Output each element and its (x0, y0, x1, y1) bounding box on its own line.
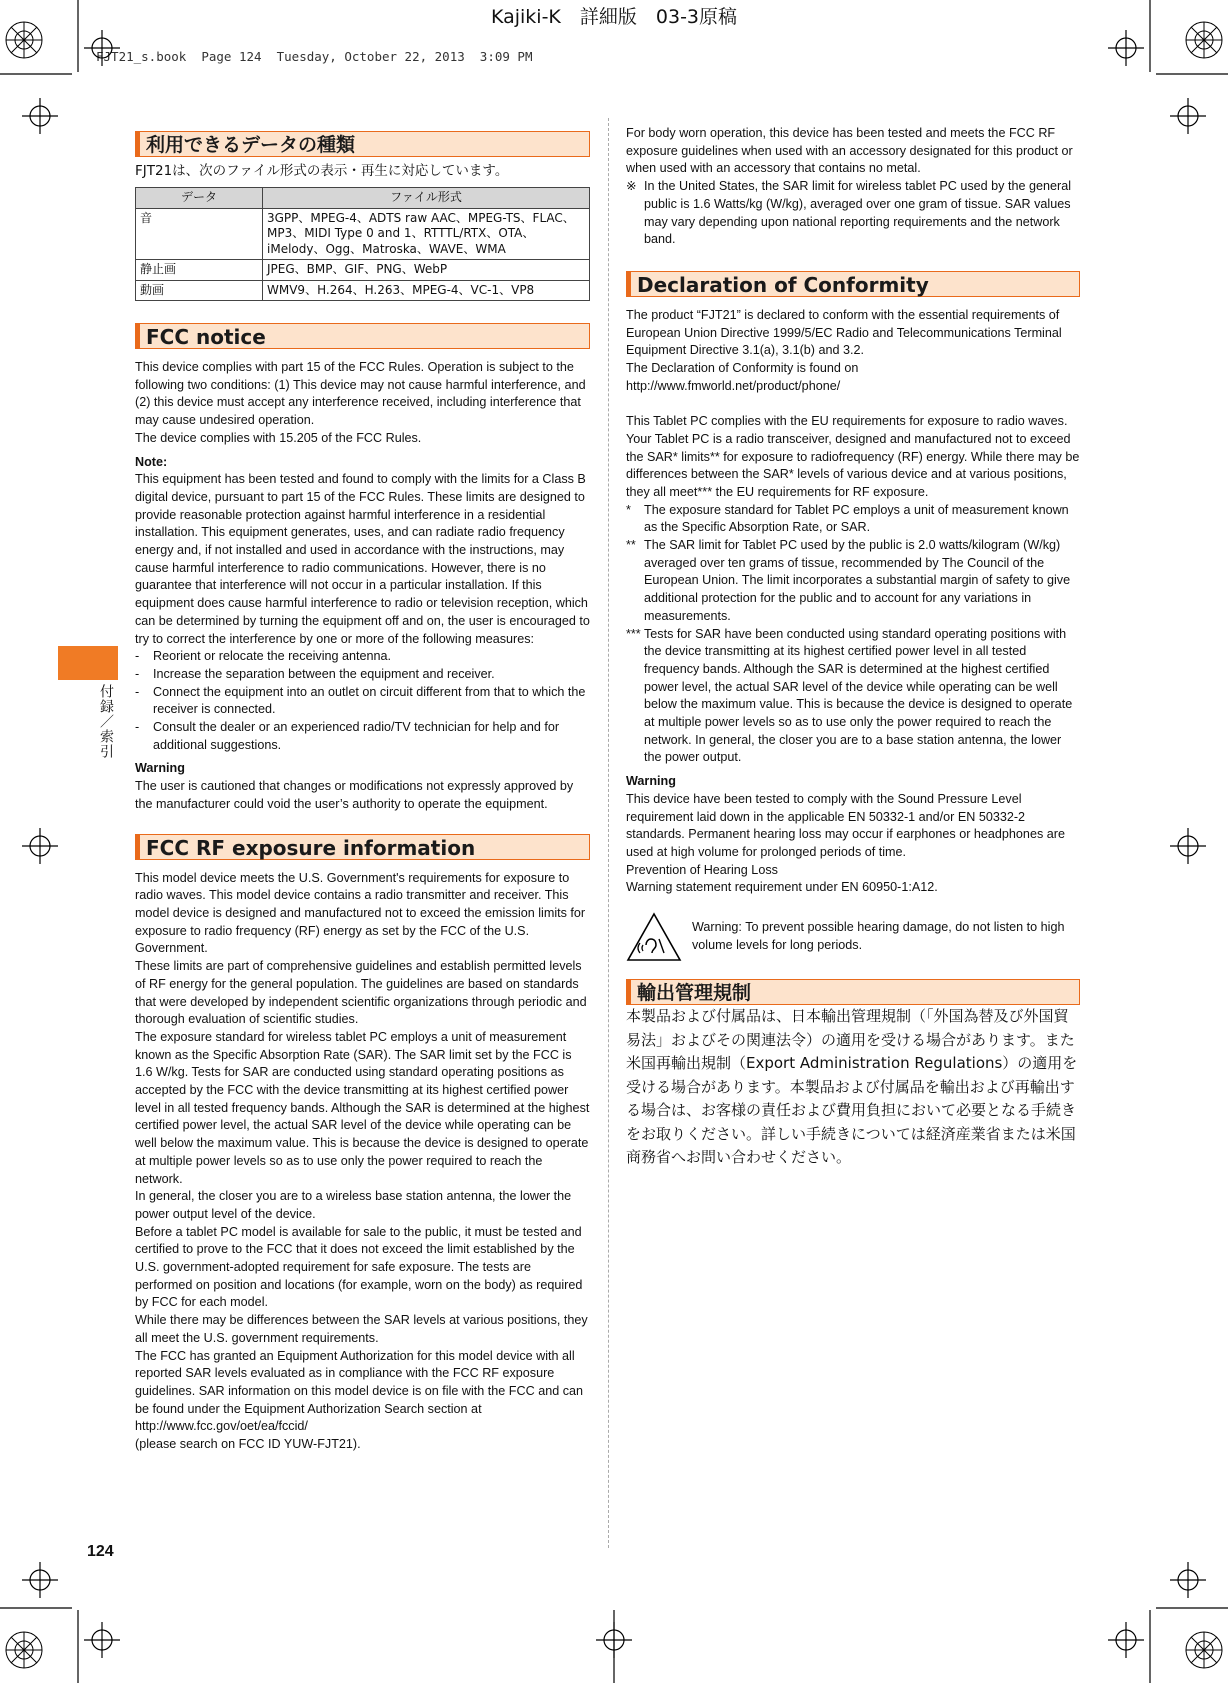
footnote-marker: * (626, 502, 631, 517)
paragraph: This device complies with part 15 of the FCC Rules. Operation is subject to the following two conditions: (1) This device may not cause harmful interference, and (2) this device must accept any interference received, including interference that may cause undesired operation. (135, 360, 586, 428)
export-body: 本製品および付属品は、日本輸出管理規制（「外国為替及び外国貿易法」およびその関連法令）の適用を受ける場合があります。また米国再輸出規制（Export Administration Regulations）の適用を受ける場合があります。本製品および付属品を輸出および再輸出する場合は、お客様の責任および費用負担において必要となる手続きをお取りください。詳しい手続きについては経済産業省または米国商務省へお問い合わせください。 (626, 1007, 1078, 1167)
list-item-text: Consult the dealer or an experienced radio/TV technician for help and for additional suggestions. (153, 720, 560, 752)
left-column (135, 131, 590, 1454)
list-marker: - (135, 684, 140, 699)
table-header-data: データ (136, 188, 263, 209)
note-title: Note: (135, 454, 168, 469)
paragraph: The device complies with 15.205 of the FCC Rules. (135, 430, 422, 445)
footnote-text: The SAR limit for Tablet PC used by the public is 2.0 watts/kilogram (W/kg) averaged over ten grams of tissue, recommended by The Council of the European Union. The limit incorporates a substantial margin of safety to give additional protection for the public and to account for any variations in measurements. (644, 538, 1071, 623)
list-marker: - (135, 720, 140, 735)
chapter-tab (58, 646, 118, 680)
paragraph: These limits are part of comprehensive guidelines and establish permitted levels of RF energy for the general population. The guidelines are based on standards that were developed by independent scientific organizations through periodic and thorough evaluation of scientific studies. (135, 959, 587, 1027)
table-row (136, 280, 590, 301)
table-row (136, 260, 590, 281)
data-types-intro: FJT21は、次のファイル形式の表示・再生に対応しています。 (135, 163, 509, 179)
note-marker: ※ (626, 179, 637, 194)
section-heading-export: 輸出管理規制 (626, 979, 1080, 1005)
paragraph: The product “FJT21” is declared to conform with the essential requirements of European Union Directive 1999/5/EC Radio and Telecommunications Terminal Equipment Directive 3.1(a), 3.1(b) and 3.2. (626, 307, 1062, 358)
right-column (626, 125, 1080, 1170)
doc-url[interactable]: http://www.fmworld.net/product/phone/ (626, 378, 841, 393)
page-number: 124 (87, 1543, 114, 1560)
footnote-text: Tests for SAR have been conducted using standard operating positions with the device transmitting at its highest certified power level in all tested frequency bands. Although the SAR is determined at the highest certified power level, the actual SAR level of the device while operating can be well below the maximum value. This is because the device is designed to operate at multiple power levels so as to use only the power required to reach the network. In general, the closer you are to a base station antenna, the lower the power output. (644, 626, 1073, 765)
list-marker: - (135, 666, 140, 681)
hearing-warning-icon (626, 911, 682, 963)
paragraph: The user is cautioned that changes or modifications not expressly approved by the manufacturer could void the user’s authority to operate the equipment. (135, 779, 574, 811)
paragraph: For body worn operation, this device has been tested and meets the FCC RF exposure guidelines when used with an accessory designated for this product or when used with an accessory that contains no metal. (626, 126, 1073, 176)
footnote-item (626, 626, 1080, 768)
list-marker: - (135, 649, 140, 664)
paragraph: The exposure standard for wireless tablet PC employs a unit of measurement known as the Specific Absorption Rate (SAR). The SAR limit set by the FCC is 1.6 W/kg. Tests for SAR are conducted using standard operating positions as accepted by the FCC with the device transmitting at its highest certified power level in all tested frequency bands. Although the SAR is determined at the highest certified power level, the actual SAR level of the device while operating can be well below the maximum value. This is because the device is designed to operate at multiple power levels so as to use only the power required to reach the network. (135, 1029, 590, 1186)
hearing-warning (626, 909, 1080, 969)
column-divider (608, 118, 609, 1548)
list-item (135, 719, 590, 754)
footnote-item (626, 502, 1080, 537)
paragraph: Warning statement requirement under EN 60950-1:A12. (626, 880, 938, 895)
paragraph: The FCC has granted an Equipment Authorization for this model device with all reported SAR levels evaluated as in compliance with the FCC RF exposure guidelines. SAR information on this model device is on file with the FCC and can be found under the Equipment Authorization Search section at http://www.fcc.gov/oet/ea/fccid/ (135, 1348, 584, 1434)
paragraph: The Declaration of Conformity is found on (626, 361, 859, 376)
section-heading-declaration: Declaration of Conformity (626, 271, 1080, 297)
document-title: Kajiki-K 詳細版 03-3原稿 (490, 6, 738, 28)
table-cell: 音 (136, 208, 263, 260)
note-item (626, 178, 1080, 249)
paragraph: Prevention of Hearing Loss (626, 862, 778, 877)
table-cell: JPEG、BMP、GIF、PNG、WebP (263, 260, 590, 281)
footnote-item (626, 537, 1080, 626)
list-item-text: Connect the equipment into an outlet on circuit different from that to which the receiver is connected. (153, 684, 586, 717)
file-format-table (135, 187, 590, 301)
list-item-text: Increase the separation between the equipment and receiver. (153, 666, 495, 681)
section-heading-data-types: 利用できるデータの種類 (135, 131, 590, 157)
list-item (135, 684, 590, 719)
hearing-warning-text: Warning: To prevent possible hearing damage, do not listen to high volume levels for long periods. (692, 920, 1065, 952)
footnote-marker: *** (626, 626, 641, 641)
list-item (135, 648, 590, 666)
list-item (135, 666, 590, 684)
section-heading-fcc-rf: FCC RF exposure information (135, 834, 590, 860)
table-row (136, 208, 590, 260)
table-cell: 静止画 (136, 260, 263, 281)
note-text: In the United States, the SAR limit for wireless tablet PC used by the general public is 1.6 Watts/kg (W/kg), averaged over one gram of tissue. SAR values may vary depending upon national reporting requirements and the network band. (644, 179, 1072, 247)
table-header-format: ファイル形式 (263, 188, 590, 209)
paragraph: This device have been tested to comply with the Sound Pressure Level requirement laid down in the applicable EN 50332-1 and/or EN 50332-2 standards. Permanent hearing loss may occur if earphones or headphones are used at high volume for prolonged periods of time. (626, 791, 1065, 859)
paragraph: (please search on FCC ID YUW-FJT21). (135, 1437, 361, 1452)
table-cell: 動画 (136, 280, 263, 301)
paragraph: This equipment has been tested and found to comply with the limits for a Class B digital device, pursuant to part 15 of the FCC Rules. These limits are designed to provide reasonable protection against harmful interference in a residential installation. This equipment generates, uses, and can radiate radio frequency energy and, if not installed and used in accordance with the instructions, may cause harmful interference to radio communications. However, there is no guarantee that interference will not occur in a particular installation. If this equipment does cause harmful interference to radio or television reception, which can be determined by turning the equipment off and on, the user is encouraged to try to correct the interference by one or more of the following measures: (135, 472, 590, 646)
chapter-tab-label: 付録／索引 (98, 684, 114, 759)
paragraph: In general, the closer you are to a wireless base station antenna, the lower the power output level of the device. (135, 1189, 572, 1221)
print-slug: FJT21_s.book Page 124 Tuesday, October 22, 2013 3:09 PM (96, 49, 533, 64)
list-item-text: Reorient or relocate the receiving antenna. (153, 649, 392, 664)
paragraph: While there may be differences between the SAR levels at various positions, they all meet the U.S. government requirements. (135, 1313, 588, 1345)
warning-title: Warning (626, 774, 676, 789)
table-cell: 3GPP、MPEG-4、ADTS raw AAC、MPEG-TS、FLAC、MP3、MIDI Type 0 and 1、RTTTL/RTX、OTA、iMelody、Ogg、Matroska、WAVE、WMA (263, 208, 590, 260)
paragraph: This model device meets the U.S. Government's requirements for exposure to radio waves. This model device contains a radio transmitter and receiver. This model device is designed and manufactured not to exceed the emission limits for exposure to radio frequency (RF) energy as set by the FCC of the U.S. Government. (135, 870, 586, 956)
footnote-marker: ** (626, 538, 636, 553)
warning-title: Warning (135, 761, 185, 776)
paragraph: This Tablet PC complies with the EU requirements for exposure to radio waves. (626, 414, 1068, 429)
footnote-text: The exposure standard for Tablet PC employs a unit of measurement known as the Specific Absorption Rate, or SAR. (644, 502, 1069, 535)
table-cell: WMV9、H.264、H.263、MPEG-4、VC-1、VP8 (263, 280, 590, 301)
section-heading-fcc-notice: FCC notice (135, 323, 590, 349)
paragraph: Before a tablet PC model is available for sale to the public, it must be tested and certified to prove to the FCC that it does not exceed the limit established by the U.S. government-adopted requirement for safe exposure. The tests are performed on position and locations (for example, worn on the body) as required by FCC for each model. (135, 1224, 583, 1310)
paragraph: Your Tablet PC is a radio transceiver, designed and manufactured not to exceed the SAR* limits** for exposure to radiofrequency (RF) energy. While there may be differences between the SAR* levels of various device and at various positions, they all meet*** the EU requirements for RF exposure. (626, 431, 1080, 499)
